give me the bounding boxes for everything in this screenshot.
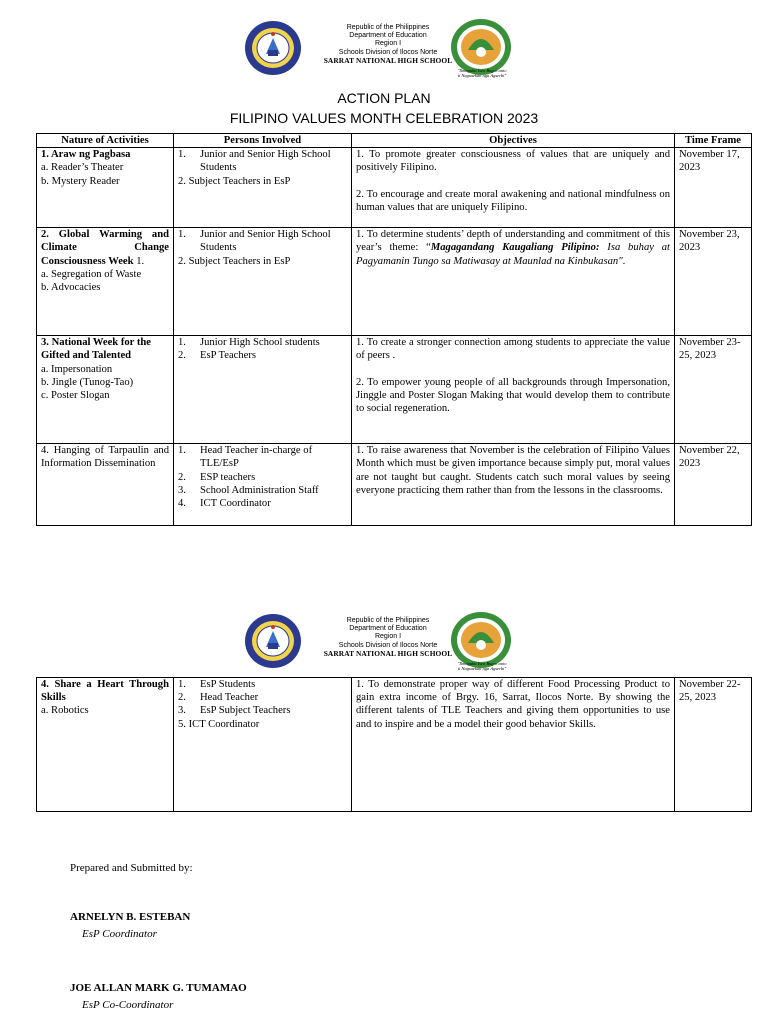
motto-line1: "Ilmagakit Iseo Bag-o anio (457, 661, 507, 666)
activity-title: 4. Share a Heart Through Skills (41, 679, 169, 704)
person-item: 1. Head Teacher in-charge of TLE/EsP (178, 445, 313, 470)
header-objectives: Objectives (352, 134, 675, 148)
document-title (0, 88, 768, 128)
person-item: 2. Subject Teachers in EsP (178, 255, 291, 267)
objective-text: 1. To determine students’ depth of understanding and commitment of this year’s theme: “Magagandang Kaugaliang Pilipino: Isa buhay at Pagyamanin Tungo sa Matiwasay at Maunlad na Kinbukasan". (356, 229, 670, 267)
person-item: 2. Head Teacher (178, 692, 259, 704)
school-seal-icon (244, 20, 302, 76)
title-celebration: FILIPINO VALUES MONTH CELEBRATION 2023 (229, 110, 539, 126)
person-item: 3. School Administration Staff (178, 484, 319, 496)
letterhead-region: Region I (374, 633, 402, 641)
table-row (37, 228, 752, 336)
person-item: 2. Subject Teachers in EsP (178, 175, 291, 187)
person-item: 2. ESP teachers (178, 471, 256, 483)
objectives-cell (352, 228, 675, 336)
person-item: 1. Junior and Senior High School Students (178, 149, 331, 174)
person-item: 3. EsP Subject Teachers (178, 705, 291, 717)
time-frame-cell: November 22, 2023 (675, 444, 752, 526)
objective-text: 1. To demonstrate proper way of different Food Processing Product to gain extra income of Brgy. 16, Sarrat, Ilocos Norte. By showing the different talents of TLE Teachers and giving them opportunities to use and to inspire and be a model their good behavior Skills. (356, 679, 670, 730)
activity-item: a. Segregation of Waste (41, 268, 142, 280)
persons-cell (174, 336, 352, 444)
activity-title: 3. National Week for the Gifted and Talented (41, 337, 151, 362)
table-row (37, 678, 752, 812)
activity-item: a. Impersonation (41, 363, 113, 375)
table-row (37, 444, 752, 526)
letterhead-department: Department of Education (349, 625, 427, 633)
time-frame-cell: November 22-25, 2023 (675, 678, 752, 812)
activity-item: b. Mystery Reader (41, 175, 120, 187)
activity-cell (37, 228, 174, 336)
person-item: 1. EsP Students (178, 679, 256, 690)
activity-title: 1. Araw ng Pagbasa (41, 149, 131, 161)
title-action-plan: ACTION PLAN (337, 90, 431, 106)
person-item: 1. Junior High School students (178, 337, 320, 349)
objective-text: 2. To empower young people of all backgrounds through Impersonation, Jinggle and Poster Slogan Making that would develop them to contribute to social regeneration. (356, 376, 670, 415)
person-item: 1. Junior and Senior High School Students (178, 229, 331, 254)
objectives-cell (352, 678, 675, 812)
prepared-by-label: Prepared and Submitted by: (70, 862, 193, 874)
motto-line2: ti Nagsaekan nga Agserbi" (457, 666, 507, 671)
letterhead-department: Department of Education (349, 32, 427, 40)
table-row (37, 336, 752, 444)
action-plan-table-continued (36, 677, 752, 812)
signatory-name: ARNELYN B. ESTEBAN (70, 911, 191, 923)
activity-item: a. Reader’s Theater (41, 162, 124, 174)
persons-cell (174, 444, 352, 526)
school-name: SARRAT NATIONAL HIGH SCHOOL (323, 55, 453, 65)
persons-cell (174, 678, 352, 812)
objectives-cell (352, 148, 675, 228)
time-frame-cell: November 17, 2023 (675, 148, 752, 228)
activity-item: b. Jingle (Tunog-Tao) (41, 376, 134, 388)
activity-cell (37, 678, 174, 812)
table-header-row (37, 134, 752, 148)
letterhead-division: Schools Division of Ilocos Norte (338, 641, 438, 649)
activity-cell (37, 336, 174, 444)
header-nature: Nature of Activities (37, 134, 174, 148)
persons-cell (174, 228, 352, 336)
motto-line2: ti Nagsaekan nga Agserbi" (457, 73, 507, 78)
objectives-cell (352, 336, 675, 444)
activity-title: 2. Global Warming and Climate Change Consciousness Week 1. (41, 229, 169, 267)
objective-text: 2. To encourage and create moral awakening and national mindfulness on human values that are uniquely Filipino. (356, 188, 670, 213)
time-frame-cell: November 23-25, 2023 (675, 336, 752, 444)
table-row (37, 148, 752, 228)
letterhead-page2 (0, 611, 768, 673)
objective-text: 1. To create a stronger connection among students to appreciate the value of peers . (356, 337, 670, 362)
signatory-1 (70, 910, 190, 941)
letterhead-page1 (0, 18, 768, 80)
school-name: SARRAT NATIONAL HIGH SCHOOL (323, 648, 453, 658)
signatory-2 (70, 981, 247, 1012)
signatory-name: JOE ALLAN MARK G. TUMAMAO (70, 982, 247, 994)
header-time-frame: Time Frame (675, 134, 752, 148)
school-seal-icon (244, 613, 302, 669)
header-persons: Persons Involved (174, 134, 352, 148)
time-frame-cell: November 23, 2023 (675, 228, 752, 336)
motto-line1: "Ilmagakit Iseo Bag-o anio (457, 68, 507, 73)
signatory-role: EsP Co-Coordinator (82, 999, 174, 1011)
activity-item: a. Robotics (41, 705, 89, 717)
letterhead-republic: Republic of the Philippines (346, 617, 430, 624)
activity-cell (37, 148, 174, 228)
signatory-role: EsP Coordinator (82, 928, 157, 940)
person-item: 2. EsP Teachers (178, 350, 257, 362)
objective-text: 1. To promote greater consciousness of values that are uniquely and positively Filipino. (356, 149, 670, 174)
letterhead-region: Region I (374, 40, 402, 48)
objectives-cell (352, 444, 675, 526)
activity-cell: 4. Hanging of Tarpaulin and Information Dissemination (37, 444, 174, 526)
action-plan-table (36, 133, 752, 526)
persons-cell (174, 148, 352, 228)
person-item: 5. ICT Coordinator (178, 718, 260, 730)
letterhead-republic: Republic of the Philippines (346, 24, 430, 31)
letterhead-division: Schools Division of Ilocos Norte (338, 48, 438, 56)
person-item: 4. ICT Coordinator (178, 498, 271, 510)
activity-item: c. Poster Slogan (41, 390, 110, 402)
objective-text: 1. To raise awareness that November is the celebration of Filipino Values Month which must be given importance because simply put, moral values are not taught but caught. Students catch such moral values by seeing everyone practicing them rather than from the lessons in the classrooms. (356, 445, 670, 496)
activity-item: b. Advocacies (41, 282, 101, 294)
